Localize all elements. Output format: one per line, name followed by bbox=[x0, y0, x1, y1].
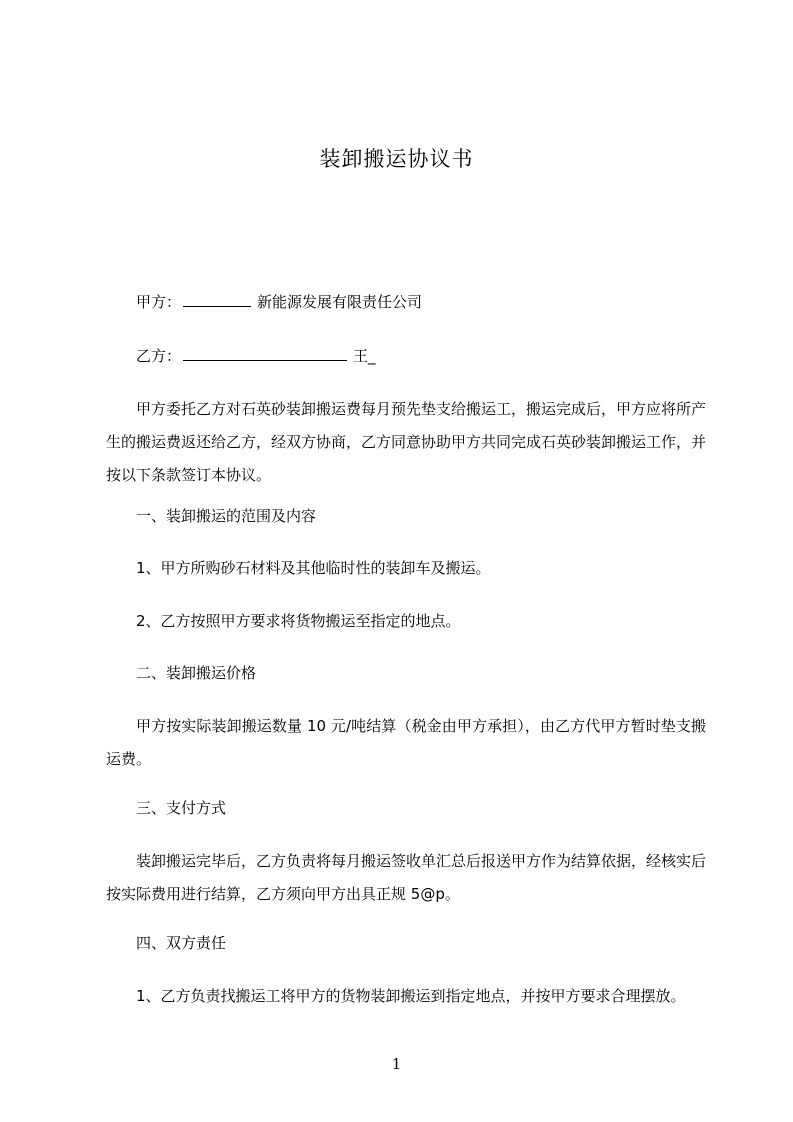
section4-heading: 四、双方责任 bbox=[136, 934, 227, 952]
party-b-name: 王_ bbox=[353, 347, 376, 365]
party-b-label: 乙方： bbox=[136, 347, 182, 365]
section2-heading: 二、装卸搬运价格 bbox=[136, 664, 257, 682]
party-a-label: 甲方： bbox=[136, 293, 182, 311]
intro-paragraph: 甲方委托乙方对石英砂装卸搬运费每月预先垫支给搬运工，搬运完成后，甲方应将所产生的搬运费返还给乙方，经双方协商，乙方同意协助甲方共同完成石英砂装卸搬运工作，并按以下条款签订本协议。 bbox=[106, 400, 707, 484]
party-a-name: 新能源发展有限责任公司 bbox=[257, 293, 423, 311]
section1-item1: 1、甲方所购砂石材料及其他临时性的装卸车及搬运。 bbox=[136, 559, 491, 577]
section4-item1: 1、乙方负责找搬运工将甲方的货物装卸搬运到指定地点，并按甲方要求合理摆放。 bbox=[136, 987, 686, 1005]
party-b-line bbox=[136, 345, 376, 366]
party-a-line bbox=[136, 291, 422, 312]
section3-heading: 三、支付方式 bbox=[136, 799, 227, 817]
section2-paragraph: 甲方按实际装卸搬运数量 10 元/吨结算（税金由甲方承担），由乙方代甲方暂时垫支搬运费。 bbox=[106, 717, 706, 768]
section1-heading: 一、装卸搬运的范围及内容 bbox=[136, 507, 317, 525]
section1-item2: 2、乙方按照甲方要求将货物搬运至指定的地点。 bbox=[136, 612, 461, 630]
party-b-blank bbox=[183, 345, 347, 361]
document-title: 装卸搬运协议书 bbox=[319, 147, 474, 171]
page-number: 1 bbox=[391, 1055, 402, 1073]
section3-paragraph: 装卸搬运完毕后，乙方负责将每月搬运签收单汇总后报送甲方作为结算依据，经核实后按实际费用进行结算，乙方须向甲方出具正规 5@p。 bbox=[106, 852, 707, 903]
party-a-blank bbox=[183, 291, 251, 307]
